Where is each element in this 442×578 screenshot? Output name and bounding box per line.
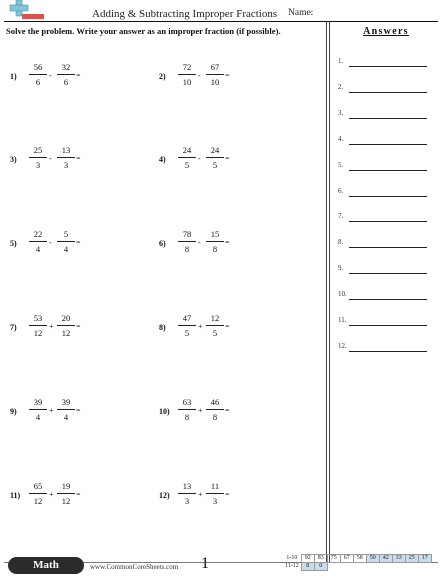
problem-12 xyxy=(159,481,299,511)
score-cell: 50 xyxy=(366,555,379,563)
fraction-bar xyxy=(206,325,224,326)
numerator: 15 xyxy=(210,229,220,239)
answer-number: 11. xyxy=(338,316,347,324)
fraction-bar xyxy=(178,74,196,75)
numerator: 56 xyxy=(33,62,43,72)
denominator: 4 xyxy=(63,412,69,422)
header-divider xyxy=(4,21,438,22)
fraction-bar xyxy=(29,493,47,494)
worksheet-title: Adding & Subtracting Improper Fractions xyxy=(92,8,278,20)
answer-number: 5. xyxy=(338,160,344,169)
answer-line-3[interactable] xyxy=(336,109,438,121)
answer-line-10[interactable] xyxy=(336,290,438,302)
instructions: Solve the problem. Write your answer as an improper fraction (if possible). xyxy=(6,26,281,36)
operator: - xyxy=(49,71,52,80)
problem-11 xyxy=(10,481,150,511)
fraction-bar xyxy=(29,325,47,326)
fraction-bar xyxy=(178,409,196,410)
first-fraction xyxy=(29,229,47,255)
denominator: 5 xyxy=(212,328,218,338)
answer-line-2[interactable] xyxy=(336,83,438,95)
score-cell: 25 xyxy=(405,555,418,563)
fraction-bar xyxy=(206,409,224,410)
denominator: 5 xyxy=(184,160,190,170)
answer-number: 3. xyxy=(338,108,344,117)
numerator: 13 xyxy=(61,145,71,155)
numerator: 53 xyxy=(33,313,43,323)
numerator: 32 xyxy=(61,62,71,72)
name-label: Name: xyxy=(288,8,314,18)
numerator: 39 xyxy=(33,397,43,407)
denominator: 8 xyxy=(212,412,218,422)
answer-blank[interactable] xyxy=(349,351,427,352)
denominator: 5 xyxy=(184,328,190,338)
problem-number: 4) xyxy=(159,155,166,164)
equals-sign: = xyxy=(225,71,230,80)
answer-blank[interactable] xyxy=(349,325,427,326)
answer-blank[interactable] xyxy=(349,273,427,274)
problem-number: 12) xyxy=(159,491,170,500)
score-cell: 58 xyxy=(353,555,366,563)
denominator: 12 xyxy=(61,496,71,506)
math-badge: Math xyxy=(8,557,84,574)
score-cell: 17 xyxy=(418,555,431,563)
denominator: 3 xyxy=(212,496,218,506)
operator: + xyxy=(198,406,203,415)
numerator: 39 xyxy=(61,397,71,407)
fraction-bar xyxy=(29,74,47,75)
first-fraction xyxy=(29,397,47,423)
answer-blank[interactable] xyxy=(349,221,427,222)
denominator: 12 xyxy=(33,496,43,506)
denominator: 8 xyxy=(184,244,190,254)
answer-blank[interactable] xyxy=(349,66,427,67)
numerator: 78 xyxy=(182,229,192,239)
fraction-bar xyxy=(57,157,75,158)
denominator: 4 xyxy=(63,244,69,254)
problem-1 xyxy=(10,62,150,92)
problem-9 xyxy=(10,397,150,427)
answer-line-6[interactable] xyxy=(336,187,438,199)
fraction-bar xyxy=(206,241,224,242)
numerator: 46 xyxy=(210,397,220,407)
denominator: 8 xyxy=(184,412,190,422)
numerator: 19 xyxy=(61,481,71,491)
operator: + xyxy=(49,406,54,415)
score-row-label: 1-10 xyxy=(286,555,298,561)
first-fraction xyxy=(178,62,196,88)
answers-divider-left xyxy=(326,21,327,562)
answer-number: 8. xyxy=(338,238,344,247)
second-fraction xyxy=(57,481,75,507)
answer-line-11[interactable] xyxy=(336,316,438,328)
numerator: 22 xyxy=(33,229,43,239)
numerator: 67 xyxy=(210,62,220,72)
second-fraction xyxy=(57,62,75,88)
equals-sign: = xyxy=(225,154,230,163)
fraction-bar xyxy=(29,409,47,410)
fraction-bar xyxy=(29,241,47,242)
fraction-bar xyxy=(29,157,47,158)
answer-number: 6. xyxy=(338,186,344,195)
denominator: 10 xyxy=(182,77,192,87)
numerator: 25 xyxy=(33,145,43,155)
answer-blank[interactable] xyxy=(349,247,427,248)
denominator: 10 xyxy=(210,77,220,87)
denominator: 12 xyxy=(33,328,43,338)
equals-sign: = xyxy=(76,238,81,247)
operator: - xyxy=(49,238,52,247)
second-fraction xyxy=(57,313,75,339)
answer-number: 12. xyxy=(338,341,347,350)
problem-7 xyxy=(10,313,150,343)
first-fraction xyxy=(29,62,47,88)
score-cell: 75 xyxy=(327,555,340,563)
first-fraction xyxy=(178,145,196,171)
problem-6 xyxy=(159,229,299,259)
operator: - xyxy=(198,71,201,80)
answer-line-1[interactable] xyxy=(336,57,438,69)
operator: + xyxy=(198,490,203,499)
operator: - xyxy=(198,154,201,163)
first-fraction xyxy=(29,145,47,171)
equals-sign: = xyxy=(76,322,81,331)
score-table xyxy=(284,554,432,571)
score-row-1-10 xyxy=(284,555,431,563)
fraction-bar xyxy=(57,409,75,410)
problem-4 xyxy=(159,145,299,175)
first-fraction xyxy=(178,229,196,255)
fraction-bar xyxy=(57,241,75,242)
problem-number: 11) xyxy=(10,491,21,500)
problem-number: 2) xyxy=(159,72,166,81)
answer-line-12[interactable] xyxy=(336,342,438,354)
denominator: 6 xyxy=(63,77,69,87)
answer-number: 4. xyxy=(338,134,344,143)
problem-number: 8) xyxy=(159,323,166,332)
denominator: 3 xyxy=(35,160,41,170)
denominator: 3 xyxy=(184,496,190,506)
denominator: 4 xyxy=(35,244,41,254)
answer-line-5[interactable] xyxy=(336,161,438,173)
operator: + xyxy=(49,490,54,499)
answer-number: 2. xyxy=(338,82,344,91)
problem-number: 10) xyxy=(159,407,170,416)
operator: + xyxy=(49,322,54,331)
second-fraction xyxy=(57,229,75,255)
problem-number: 3) xyxy=(10,155,17,164)
score-cell: 33 xyxy=(392,555,405,563)
fraction-bar xyxy=(178,157,196,158)
answer-number: 1. xyxy=(338,57,344,65)
second-fraction xyxy=(57,397,75,423)
problem-number: 7) xyxy=(10,323,17,332)
second-fraction xyxy=(206,62,224,88)
first-fraction xyxy=(178,481,196,507)
site-url: www.CommonCoreSheets.com xyxy=(90,563,179,571)
problem-number: 6) xyxy=(159,239,166,248)
problem-number: 5) xyxy=(10,239,17,248)
answer-blank[interactable] xyxy=(349,170,427,171)
answer-line-9[interactable] xyxy=(336,264,438,276)
numerator: 24 xyxy=(210,145,220,155)
equals-sign: = xyxy=(76,154,81,163)
plus-minus-logo-icon xyxy=(4,0,44,20)
score-row-11-12 xyxy=(284,563,431,571)
denominator: 6 xyxy=(35,77,41,87)
first-fraction xyxy=(178,397,196,423)
denominator: 3 xyxy=(63,160,69,170)
numerator: 63 xyxy=(182,397,192,407)
equals-sign: = xyxy=(225,490,230,499)
score-cell: 67 xyxy=(340,555,353,563)
page-number: 1 xyxy=(201,555,209,572)
numerator: 13 xyxy=(182,481,192,491)
numerator: 65 xyxy=(33,481,43,491)
second-fraction xyxy=(206,397,224,423)
score-cell: 92 xyxy=(301,555,314,563)
second-fraction xyxy=(206,229,224,255)
answers-title: Answers xyxy=(363,26,409,37)
fraction-bar xyxy=(206,157,224,158)
denominator: 8 xyxy=(212,244,218,254)
numerator: 5 xyxy=(63,229,69,239)
equals-sign: = xyxy=(225,322,230,331)
answer-line-8[interactable] xyxy=(336,238,438,250)
score-cell: 0 xyxy=(314,563,327,571)
problem-10 xyxy=(159,397,299,427)
first-fraction xyxy=(178,313,196,339)
score-cell: 42 xyxy=(379,555,392,563)
answer-line-4[interactable] xyxy=(336,135,438,147)
fraction-bar xyxy=(57,325,75,326)
second-fraction xyxy=(206,313,224,339)
score-row-label: 11-12 xyxy=(285,563,299,569)
operator: - xyxy=(49,154,52,163)
problem-number: 9) xyxy=(10,407,17,416)
first-fraction xyxy=(29,313,47,339)
numerator: 72 xyxy=(182,62,192,72)
denominator: 4 xyxy=(35,412,41,422)
fraction-bar xyxy=(206,493,224,494)
problem-2 xyxy=(159,62,299,92)
answer-line-7[interactable] xyxy=(336,212,438,224)
answer-blank[interactable] xyxy=(349,92,427,93)
problem-5 xyxy=(10,229,150,259)
answer-blank[interactable] xyxy=(349,118,427,119)
second-fraction xyxy=(57,145,75,171)
fraction-bar xyxy=(178,325,196,326)
first-fraction xyxy=(29,481,47,507)
answer-blank[interactable] xyxy=(349,196,427,197)
second-fraction xyxy=(206,481,224,507)
problem-8 xyxy=(159,313,299,343)
numerator: 12 xyxy=(210,313,220,323)
numerator: 47 xyxy=(182,313,192,323)
equals-sign: = xyxy=(225,406,230,415)
numerator: 20 xyxy=(61,313,71,323)
fraction-bar xyxy=(57,493,75,494)
equals-sign: = xyxy=(76,406,81,415)
problem-number: 1) xyxy=(10,72,17,81)
numerator: 24 xyxy=(182,145,192,155)
operator: - xyxy=(198,238,201,247)
equals-sign: = xyxy=(76,71,81,80)
second-fraction xyxy=(206,145,224,171)
equals-sign: = xyxy=(225,238,230,247)
numerator: 11 xyxy=(210,481,220,491)
score-cell: 83 xyxy=(314,555,327,563)
score-cell: 8 xyxy=(301,563,314,571)
answer-number: 10. xyxy=(338,290,347,299)
denominator: 12 xyxy=(61,328,71,338)
fraction-bar xyxy=(178,493,196,494)
fraction-bar xyxy=(57,74,75,75)
answer-blank[interactable] xyxy=(349,144,427,145)
fraction-bar xyxy=(178,241,196,242)
answers-divider-right xyxy=(329,21,330,562)
fraction-bar xyxy=(206,74,224,75)
problem-3 xyxy=(10,145,150,175)
operator: + xyxy=(198,322,203,331)
denominator: 5 xyxy=(212,160,218,170)
answer-number: 9. xyxy=(338,264,344,273)
answer-number: 7. xyxy=(338,212,344,221)
answer-blank[interactable] xyxy=(349,299,427,300)
equals-sign: = xyxy=(76,490,81,499)
